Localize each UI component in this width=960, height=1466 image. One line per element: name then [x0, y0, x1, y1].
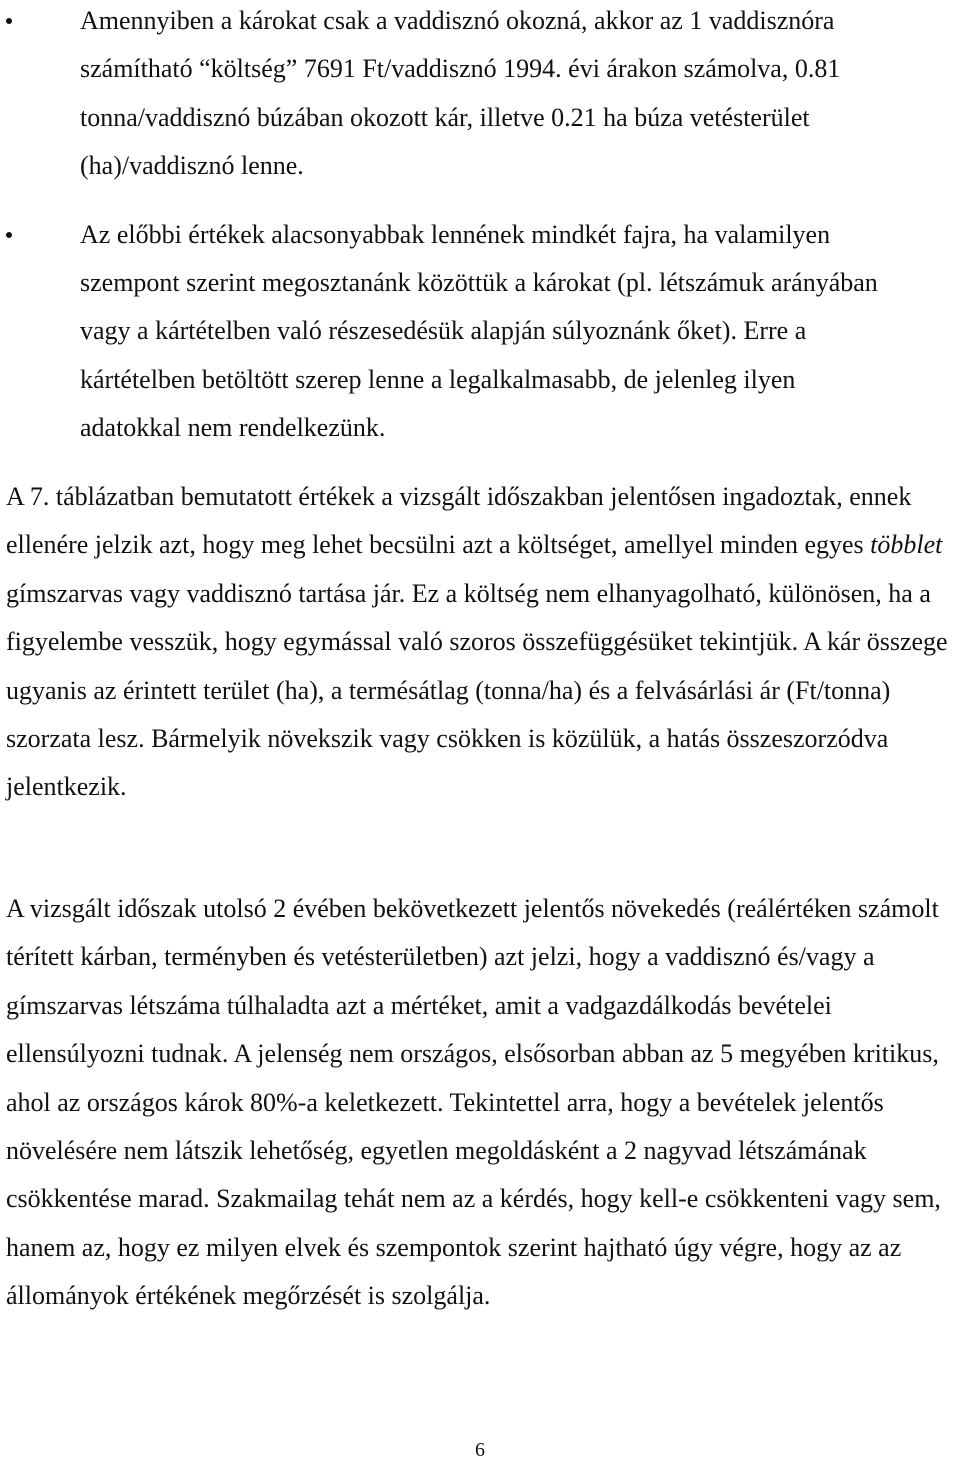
paragraph-1-text-after: gímszarvas vagy vaddisznó tartása jár. Ez a költség nem elhanyagolható, különösen, ha a figyelembe vesszük, hogy egymással való szoros összefüggésüket tekintjük. A kár összege ugyanis az érintett terület (ha), a termésátlag (tonna/ha) és a felvásárlási ár (Ft/tonna) szorzata lesz. Bármelyik növekszik vagy csökken is közülük, a hatás összeszorzódva jelentkezik. [6, 578, 948, 802]
bullet-list [0, 0, 960, 453]
bullet-icon [6, 232, 12, 238]
paragraph-1-italic-word: többlet [870, 530, 943, 560]
paragraph-conclusion: A vizsgált időszak utolsó 2 évében bekövetkezett jelentős növekedés (reálértéken számolt térített kárban, terményben és vetésterületben) azt jelzi, hogy a vaddisznó és/vagy a gímszarvas létszáma túlhaladta azt a mértéket, amit a vadgazdálkodás bevételei ellensúlyozni tudnak. A jelenség nem országos, elsősorban abban az 5 megyében kritikus, ahol az országos károk 80%-a keletkezett. Tekintettel arra, hogy a bevételek jelentős növelésére nem látszik lehetőség, egyetlen megoldásként a 2 nagyvad létszámának csökkentése marad. Szakmailag tehát nem az a kérdés, hogy kell-e csökkenteni vagy sem, hanem az, hogy ez milyen elvek és szempontok szerint hajtható úgy végre, hogy az az állományok értékének megőrzését is szolgálja. [6, 894, 941, 1311]
paragraph-table-7 [6, 473, 960, 812]
page-number: 6 [475, 1439, 485, 1461]
bullet-item-2 [0, 211, 960, 453]
bullet-icon [6, 18, 12, 24]
bullet-item-1 [0, 0, 960, 191]
paragraph-1-text-before: A 7. táblázatban bemutatott értékek a vizsgált időszakban jelentősen ingadoztak, ennek ellenére jelzik azt, hogy meg lehet becsülni azt a költséget, amellyel minden egyes [6, 482, 912, 560]
bullet-text-2: Az előbbi értékek alacsonyabbak lennének mindkét fajra, ha valamilyen szempont szerint megosztanánk közöttük a károkat (pl. létszámuk arányában vagy a kártételben való részesedésük alapján súlyoznánk őket). Erre a kártételben betöltött szerep lenne a legalkalmasabb, de jelenleg ilyen adatokkal nem rendelkezünk. [80, 219, 878, 443]
bullet-text-1: Amennyiben a károkat csak a vaddisznó okozná, akkor az 1 vaddisznóra számítható “költség” 7691 Ft/vaddisznó 1994. évi árakon számolva, 0.81 tonna/vaddisznó búzában okozott kár, illetve 0.21 ha búza vetésterület (ha)/vaddisznó lenne. [80, 6, 841, 181]
